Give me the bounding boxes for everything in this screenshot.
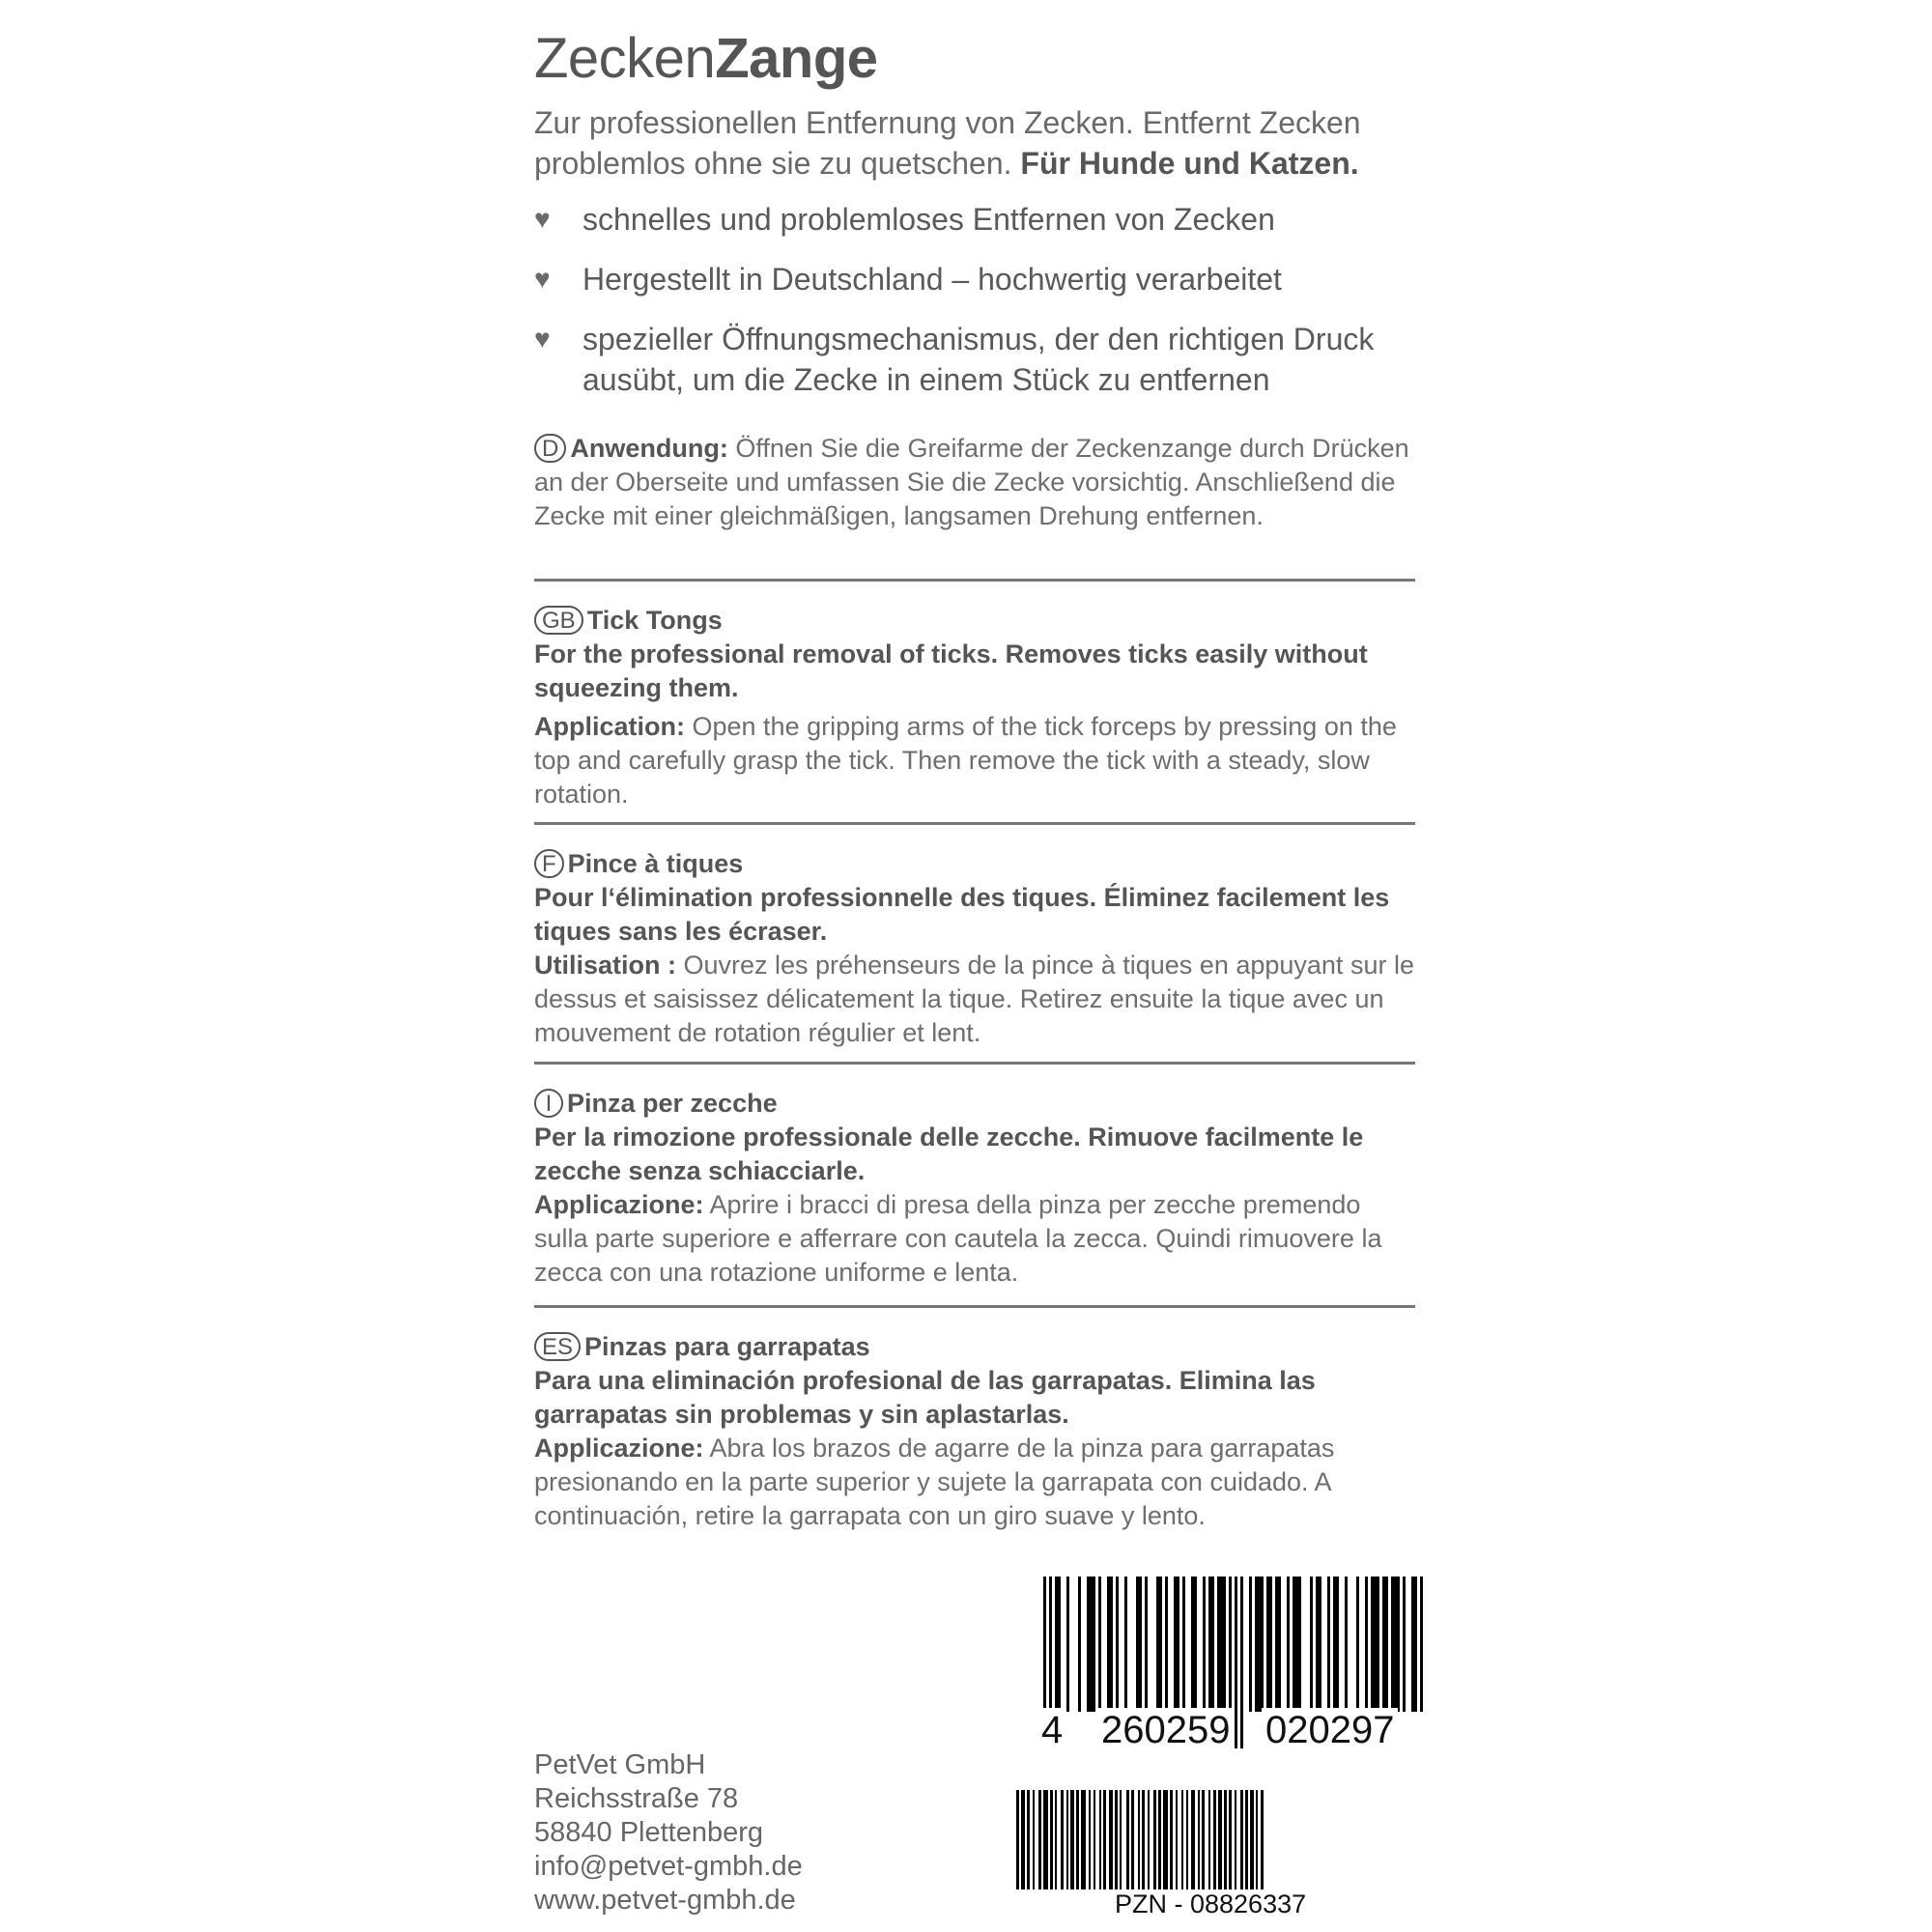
barcode-bar [1078,1577,1081,1712]
ean-first-digit: 4 [1041,1708,1066,1752]
barcode-bar [1131,1790,1134,1889]
divider [534,1062,1415,1065]
ean-left-digits: 260259 [1097,1708,1234,1752]
barcode-bar [1266,1577,1272,1712]
usage-text-fr: Ouvrez les préhenseurs de la pince à tiques en appuyant sur le dessus et saisissez délicatement la tique. Retirez ensuite la tique avec un mouvement de rotation régulier et lent. [534,951,1414,1047]
email[interactable]: info@petvet-gmbh.de [534,1851,803,1882]
barcode-bar [1066,1790,1068,1889]
barcode-bar [1170,1790,1173,1889]
usage-label-fr: Utilisation : [534,951,676,980]
product-title [534,27,878,91]
barcode-bar [1038,1790,1041,1889]
barcode-bar [1371,1577,1379,1712]
divider [534,822,1415,825]
feature-text: spezieller Öffnungsmechanismus, der den richtigen Druck ausübt, um die Zecke in einem Stück zu entfernen [582,322,1375,397]
section-es [534,1330,1415,1533]
barcode-bar [1403,1577,1406,1712]
barcode-bar [1208,1790,1210,1889]
title-bold: Zange [715,27,878,90]
barcode-bar [1411,1577,1417,1712]
barcode-bar [1218,1790,1222,1889]
barcode-bar [1070,1790,1074,1889]
barcode-bar [1124,1577,1127,1712]
barcode-bar [1310,1577,1313,1712]
section-heading-it: Pinza per zecche [567,1089,778,1118]
barcode-bar [1391,1577,1400,1712]
barcode-bar [1148,1790,1150,1889]
company-name: PetVet GmbH [534,1749,706,1780]
barcode-bar [1156,1577,1162,1712]
barcode-bar [1333,1577,1339,1712]
barcode-bar [1229,1577,1232,1712]
barcode-bar [1027,1790,1030,1889]
language-badge-es: ES [534,1332,581,1361]
title-light: Zecken [534,27,716,90]
usage-text-it: Aprire i bracci di presa della pinza per zecche premendo sulla parte superiore e afferrare con cautela la zecca. Quindi rimuovere la zecca con una rotazione uniforme e lenta. [534,1190,1382,1287]
barcode-bar [1256,1790,1258,1889]
barcode-bar [1275,1577,1281,1712]
section-heading-gb: Tick Tongs [586,606,723,635]
ean-digits [1041,1708,1418,1752]
barcode-bar [1138,1790,1140,1889]
barcode-bar [1293,1577,1301,1712]
barcode-bar [1182,1577,1185,1712]
barcode-bar [1202,1790,1205,1889]
barcode-bar [1186,1790,1188,1889]
barcode-bar [1208,1577,1214,1712]
feature-item [534,199,1433,240]
barcode-bar [1033,1790,1035,1889]
barcode-bar [1153,1790,1156,1889]
barcode-bar [1087,1577,1095,1712]
barcode-bar [1115,1790,1118,1889]
pzn-label: PZN - 08826337 [1115,1889,1307,1918]
language-badge-fr: F [534,849,564,878]
barcode-bar [1356,1577,1359,1712]
website[interactable]: www.petvet-gmbh.de [534,1885,796,1916]
barcode-bar [1055,1577,1061,1712]
pzn-barcode [1016,1790,1415,1889]
feature-list [534,199,1433,419]
barcode-bar [1382,1577,1388,1712]
feature-text: Hergestellt in Deutschland – hochwertig verarbeitet [582,262,1282,297]
barcode-bar [1116,1577,1119,1712]
barcode-bar [1165,1577,1168,1712]
section-lead-fr: Pour l‘élimination professionnelle des tiques. Éliminez facilement les tiques sans les écraser. [534,883,1390,946]
barcode-bar [1081,1790,1086,1889]
barcode-bar [1136,1577,1142,1712]
barcode-bar [1250,1790,1254,1889]
barcode-bar [1229,1790,1232,1889]
usage-text-de: Öffnen Sie die Greifarme der Zeckenzange durch Drücken an der Oberseite und umfassen Sie die Zecke vorsichtig. Anschließend die Zecke mit einer gleichmäßigen, langsamen Drehung entfernen. [534,434,1409,530]
usage-label-it: Applicazione: [534,1190,704,1219]
barcode-bar [1061,1790,1064,1889]
section-it [534,1087,1415,1290]
divider [534,1305,1415,1308]
barcode-bar [1158,1790,1161,1889]
barcode-bar [1365,1577,1368,1712]
section-lead-es: Para una eliminación profesional de las garrapatas. Elimina las garrapatas sin problemas y sin aplastarlas. [534,1366,1316,1429]
section-gb [534,604,1415,811]
barcode-bar [1043,1790,1048,1889]
barcode-bar [1287,1577,1290,1712]
barcode-bar [1107,1577,1113,1712]
heart-icon: ♥ [534,264,551,294]
language-badge-it: I [534,1089,563,1118]
city: 58840 Plettenberg [534,1817,764,1848]
section-heading-es: Pinzas para garrapatas [584,1332,870,1361]
section-lead-it: Per la rimozione professionale delle zecche. Rimuove facilmente le zecche senza schiacciarle. [534,1122,1364,1185]
heart-icon: ♥ [534,204,551,234]
barcode-bar [1235,1790,1236,1889]
usage-label-es: Applicazione: [534,1434,704,1463]
barcode-bar [1109,1790,1113,1889]
barcode-bar [1191,1577,1197,1712]
barcode-bar [1213,1790,1216,1889]
barcode-bar [1120,1790,1122,1889]
barcode-bar [1099,1790,1101,1889]
usage-text-es: Abra los brazos de agarre de la pinza para garrapatas presionando en la parte superior y sujete la garrapata con cuidado. A continuación, retire la garrapata con un giro suave y lento. [534,1434,1335,1530]
barcode-bar [1145,1577,1148,1712]
feature-item [534,319,1433,400]
ean-right-digits: 020297 [1262,1708,1398,1752]
language-badge-de: D [534,434,566,463]
intro-bold: Für Hunde und Katzen. [1020,146,1359,181]
street: Reichsstraße 78 [534,1783,739,1814]
barcode-bar [1224,1790,1227,1889]
barcode-bar [1098,1577,1101,1712]
barcode-bar [1089,1790,1091,1889]
barcode-bar [1345,1577,1348,1712]
barcode-bar [1316,1577,1321,1712]
feature-item [534,259,1433,299]
barcode-bar [1163,1790,1168,1889]
barcode-bar [1016,1790,1019,1889]
section-fr [534,847,1415,1050]
section-lead-gb: For the professional removal of ticks. Removes ticks easily without squeezing them. [534,639,1368,702]
barcode-bar [1245,1790,1248,1889]
section-heading-fr: Pince à tiques [567,849,744,878]
intro-text [534,102,1433,184]
section-de [534,432,1415,533]
barcode-bar [1191,1790,1195,1889]
feature-text: schnelles und problemloses Entfernen von Zecken [582,202,1275,237]
barcode-bar [1198,1790,1200,1889]
barcode-bar [1176,1790,1178,1889]
barcode-bar [1203,1577,1206,1712]
heart-icon: ♥ [534,324,551,354]
barcode-bar [1066,1577,1069,1712]
barcode-bar [1255,1577,1264,1712]
barcode-bar [1181,1790,1183,1889]
barcode-bar [1327,1577,1330,1712]
barcode-bar [1217,1577,1226,1712]
barcode-bar [1094,1790,1095,1889]
barcode-bar [1103,1790,1106,1889]
barcode-bar [1142,1790,1145,1889]
usage-label-gb: Application: [534,712,685,741]
barcode-bar [1055,1790,1057,1889]
barcode-bar [1126,1790,1129,1889]
language-badge-gb: GB [534,606,583,635]
intro-body: Zur professionellen Entfernung von Zecken. Entfernt Zecken problemlos ohne sie zu quetschen. [534,105,1361,181]
usage-text-gb: Open the gripping arms of the tick forceps by pressing on the top and carefully grasp the tick. Then remove the tick with a steady, slow rotation. [534,712,1397,809]
barcode-bar [1249,1577,1252,1712]
barcode-bar [1240,1790,1243,1889]
manufacturer-address [534,1748,803,1918]
barcode-bar [1021,1790,1025,1889]
barcode-bar [1050,1790,1053,1889]
barcode-bar [1174,1577,1179,1712]
barcode-bar [1420,1577,1423,1712]
usage-label-de: Anwendung: [570,434,728,463]
barcode-bar [1076,1790,1079,1889]
divider [534,579,1415,582]
barcode-bar [1261,1790,1264,1889]
